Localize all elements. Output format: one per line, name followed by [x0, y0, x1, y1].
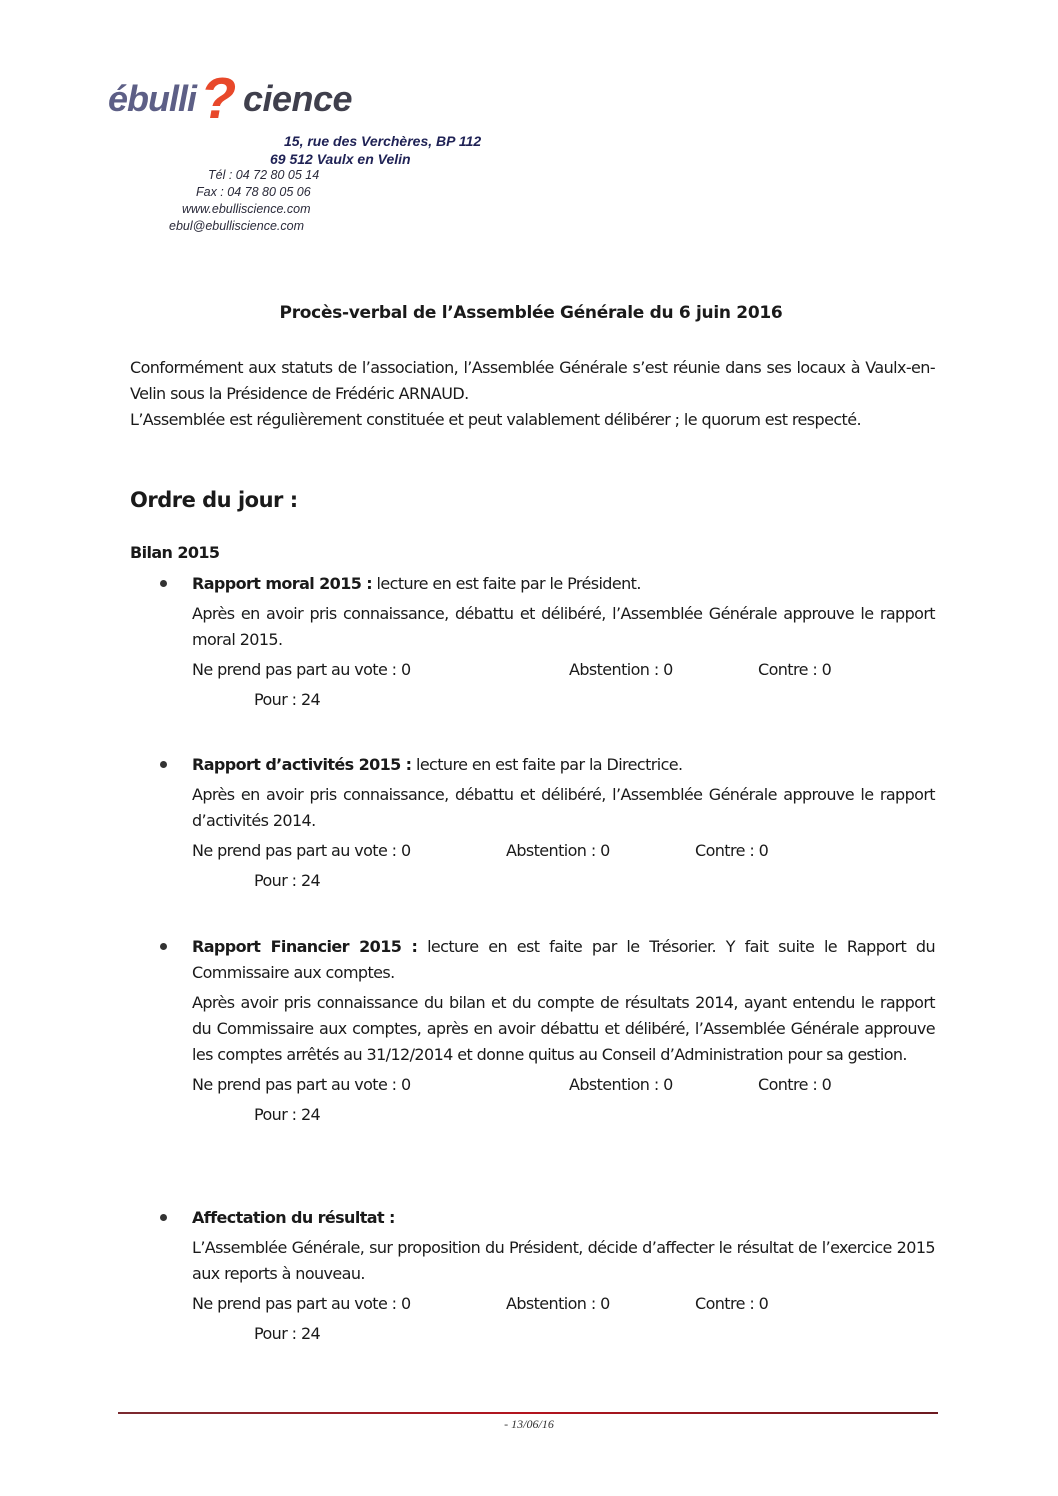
phone-number: Tél : 04 72 80 05 14	[208, 168, 320, 182]
address-line-2: 69 512 Vaulx en Velin	[270, 151, 411, 167]
address-line-1: 15, rue des Verchères, BP 112	[284, 133, 482, 149]
item-title: Affectation du résultat :	[192, 1208, 395, 1227]
logo-text-cience: cience	[243, 78, 353, 119]
vote-contre: Contre : 0	[758, 660, 832, 679]
item-body: Après en avoir pris connaissance, débattu et délibéré, l’Assemblée Générale approuve le rapport moral 2015.	[192, 604, 935, 649]
vote-contre: Contre : 0	[758, 1075, 832, 1094]
vote-pour-row	[192, 687, 935, 717]
document-title-text: Procès-verbal de l’Assemblée Générale du 6 juin 2016	[279, 303, 783, 323]
vote-pour: Pour : 24	[254, 1324, 321, 1343]
vote-row	[192, 1291, 935, 1321]
question-mark-icon: ?	[195, 66, 243, 131]
bullet-icon	[160, 761, 167, 768]
item-title: Rapport moral 2015 :	[192, 574, 373, 593]
vote-pour-row	[192, 868, 935, 898]
vote-pour-row	[192, 1321, 935, 1351]
item-body: L’Assemblée Générale, sur proposition du Président, décide d’affecter le résultat de l’exercice 2015 aux reports à nouveau.	[192, 1238, 935, 1283]
vote-row	[192, 1072, 935, 1102]
item-body: Après en avoir pris connaissance, débattu et délibéré, l’Assemblée Générale approuve le rapport d’activités 2014.	[192, 785, 935, 830]
bullet-icon	[160, 1214, 167, 1221]
vote-row	[192, 838, 935, 868]
website-link[interactable]: www.ebulliscience.com	[182, 202, 311, 216]
email-link[interactable]: ebul@ebulliscience.com	[169, 219, 304, 233]
item-lead: lecture en est faite par le Trésorier. Y fait suite le Rapport du Commissaire aux comptes.	[192, 937, 935, 982]
vote-pour-row	[192, 1102, 935, 1132]
vote-nppv: Ne prend pas part au vote : 0	[192, 1075, 411, 1094]
bullet-icon	[160, 580, 167, 587]
vote-nppv: Ne prend pas part au vote : 0	[192, 660, 411, 679]
section-heading: Bilan 2015	[130, 543, 220, 562]
vote-nppv: Ne prend pas part au vote : 0	[192, 1294, 411, 1313]
vote-abstention: Abstention : 0	[506, 1294, 610, 1313]
vote-contre: Contre : 0	[695, 1294, 769, 1313]
intro-paragraph: L’Assemblée est régulièrement constituée et peut valablement délibérer ; le quorum est respecté.	[130, 410, 861, 429]
item-title: Rapport d’activités 2015 :	[192, 755, 412, 774]
item-lead: lecture en est faite par le Président.	[372, 574, 641, 593]
footer-date: - 13/06/16	[504, 1417, 554, 1431]
intro-paragraph: Conformément aux statuts de l’association, l’Assemblée Générale s’est réunie dans ses locaux à Vaulx-en-Velin sous la Présidence de Frédéric ARNAUD.	[130, 358, 935, 403]
vote-pour: Pour : 24	[254, 690, 321, 709]
document-title	[0, 303, 1058, 323]
vote-pour: Pour : 24	[254, 1105, 321, 1124]
intro-section	[130, 355, 935, 433]
item-body: Après avoir pris connaissance du bilan et du compte de résultats 2014, ayant entendu le rapport du Commissaire aux comptes, après en avoir débattu et délibéré, l’Assemblée Générale approuve les comptes arrêtés au 31/12/2014 et donne quitus au Conseil d’Administration pour sa gestion.	[192, 993, 935, 1064]
vote-nppv: Ne prend pas part au vote : 0	[192, 841, 411, 860]
vote-contre: Contre : 0	[695, 841, 769, 860]
bullet-icon	[160, 943, 167, 950]
vote-abstention: Abstention : 0	[506, 841, 610, 860]
vote-pour: Pour : 24	[254, 871, 321, 890]
logo-text-ebulli: ébulli	[108, 78, 197, 119]
vote-row	[192, 657, 935, 687]
footer-divider	[118, 1412, 938, 1414]
vote-abstention: Abstention : 0	[569, 660, 673, 679]
vote-abstention: Abstention : 0	[569, 1075, 673, 1094]
agenda-heading: Ordre du jour :	[130, 488, 298, 512]
item-title: Rapport Financier 2015 :	[192, 937, 418, 956]
item-lead: lecture en est faite par la Directrice.	[411, 755, 683, 774]
fax-number: Fax : 04 78 80 05 06	[196, 185, 311, 199]
